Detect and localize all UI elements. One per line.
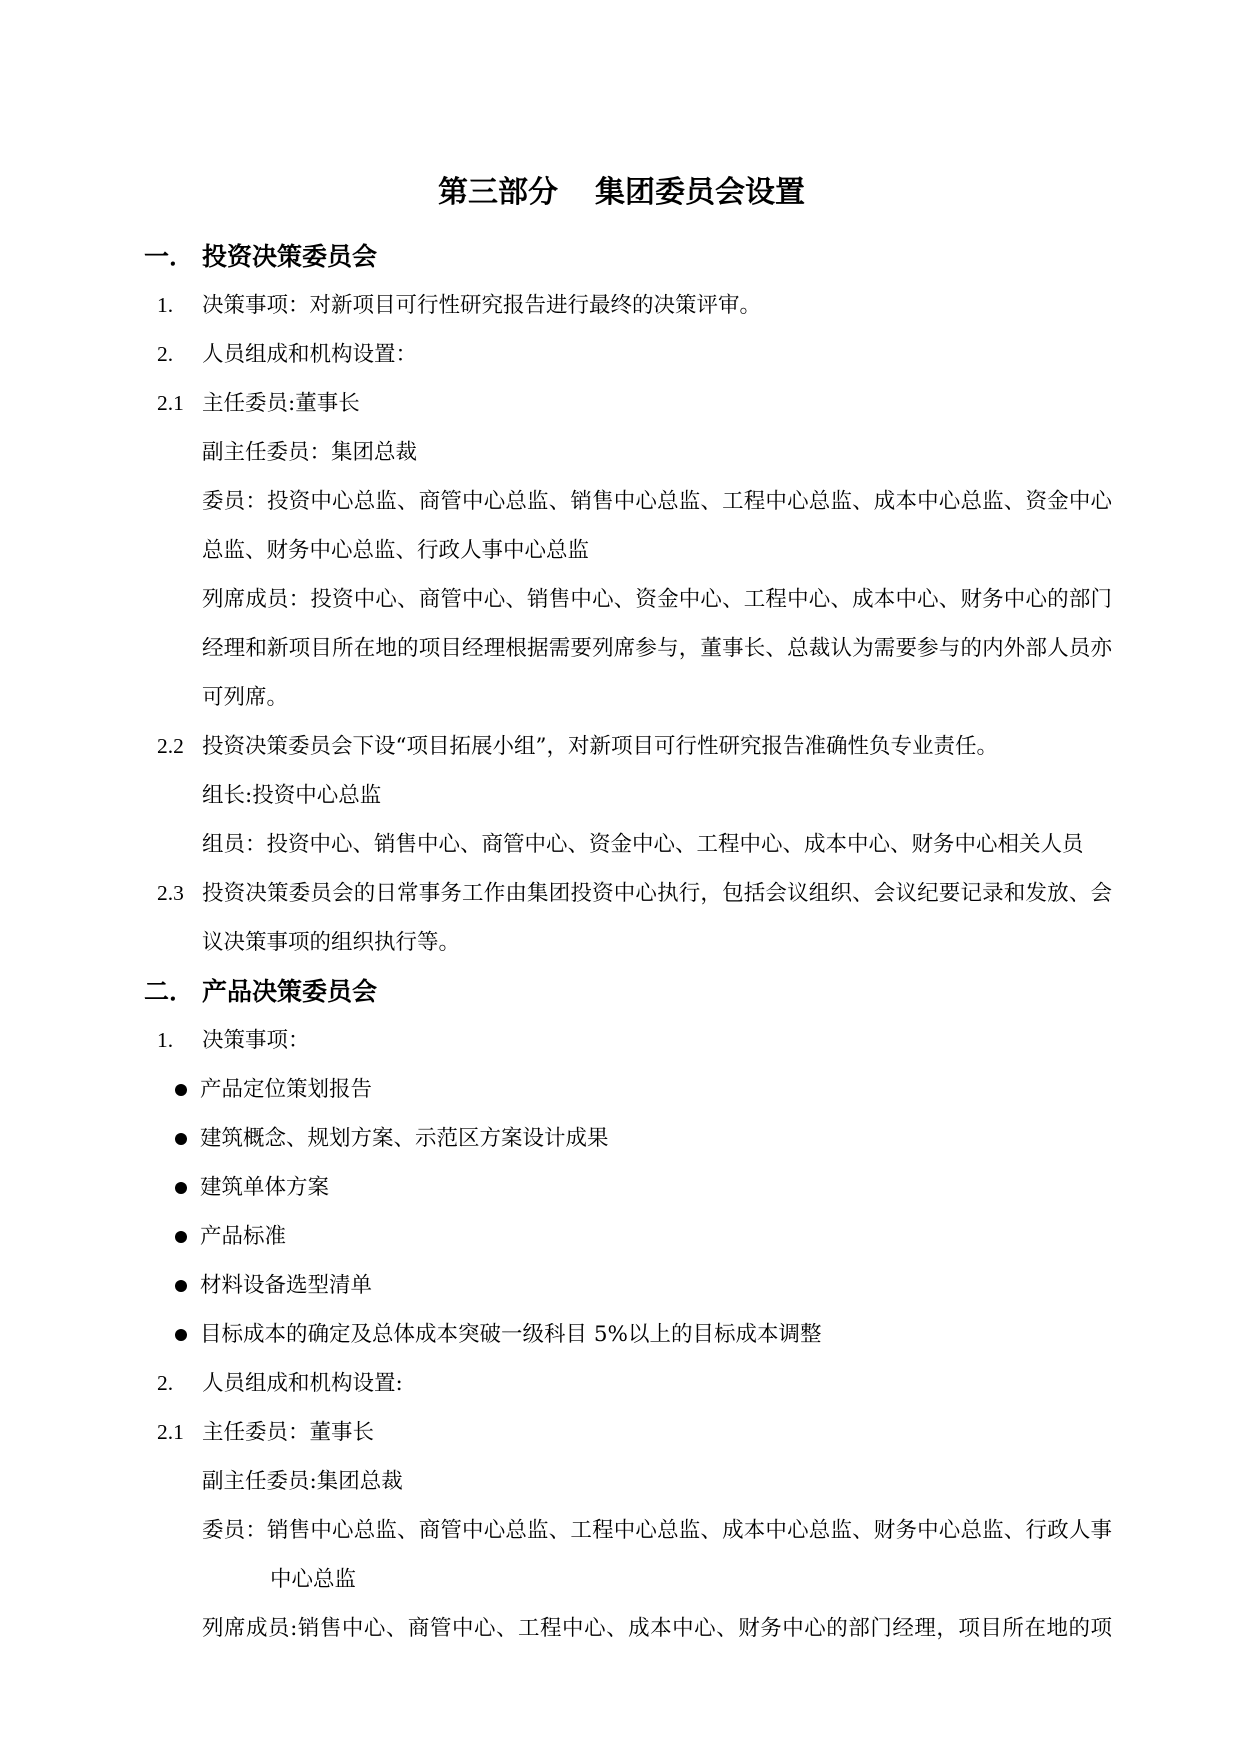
paragraph-line: 主任委员：董事长: [202, 1420, 375, 1445]
section-heading-row: [0, 232, 1241, 281]
bullet-item: [0, 1163, 1241, 1212]
numbered-item: [0, 379, 1241, 428]
item-number: 2.2: [157, 734, 184, 758]
bullet-text: 材料设备选型清单: [200, 1273, 373, 1298]
numbered-item: [0, 722, 1241, 771]
page-title: [438, 172, 805, 214]
paragraph-line: 副主任委员：集团总裁: [202, 440, 418, 465]
paragraph-row: [0, 1457, 1241, 1506]
item-number: 1.: [157, 1028, 174, 1052]
paragraph-row: [0, 624, 1241, 673]
paragraph-line: 列席成员：投资中心、商管中心、销售中心、资金中心、工程中心、成本中心、财务中心的部门: [202, 587, 1112, 612]
paragraph-line: 可列席。: [202, 685, 289, 710]
paragraph-row: [0, 1506, 1241, 1555]
bullet-icon: [175, 1084, 187, 1096]
paragraph-line: 组员：投资中心、销售中心、商管中心、资金中心、工程中心、成本中心、财务中心相关人员: [202, 832, 1084, 857]
bullet-icon: [175, 1182, 187, 1194]
numbered-item: [0, 1408, 1241, 1457]
paragraph-line: 人员组成和机构设置：: [202, 342, 418, 367]
bullet-icon: [175, 1280, 187, 1292]
paragraph-row: [0, 771, 1241, 820]
paragraph-line: 投资决策委员会的日常事务工作由集团投资中心执行，包括会议组织、会议纪要记录和发放、会: [202, 881, 1112, 906]
paragraph-row: [0, 428, 1241, 477]
paragraph-line: 委员：投资中心总监、商管中心总监、销售中心总监、工程中心总监、成本中心总监、资金中心: [202, 489, 1112, 514]
bullet-icon: [175, 1133, 187, 1145]
paragraph-line: 人员组成和机构设置:: [202, 1371, 403, 1396]
bullet-item: [0, 1310, 1241, 1359]
paragraph-line: 组长:投资中心总监: [202, 783, 382, 808]
section-heading: 投资决策委员会: [202, 242, 378, 271]
title-name: 集团委员会设置: [595, 175, 805, 210]
numbered-item: [0, 281, 1241, 330]
paragraph-row: [0, 575, 1241, 624]
item-number: 2.1: [157, 391, 184, 415]
item-number: 2.3: [157, 881, 184, 905]
section-number: 二．: [144, 977, 195, 1006]
item-number: 2.: [157, 342, 174, 366]
paragraph-line: 总监、财务中心总监、行政人事中心总监: [202, 538, 590, 563]
item-number: 2.1: [157, 1420, 184, 1444]
paragraph-row: [0, 918, 1241, 967]
paragraph-line: 投资决策委员会下设“项目拓展小组”，对新项目可行性研究报告准确性负专业责任。: [202, 734, 998, 759]
paragraph-row: [0, 1555, 1241, 1604]
numbered-item: [0, 330, 1241, 379]
paragraph-line: 主任委员:董事长: [202, 391, 360, 416]
paragraph-row: [0, 526, 1241, 575]
item-number: 2.: [157, 1371, 174, 1395]
paragraph-row: [0, 477, 1241, 526]
paragraph-row: [0, 820, 1241, 869]
bullet-item: [0, 1261, 1241, 1310]
bullet-text: 建筑概念、规划方案、示范区方案设计成果: [200, 1126, 609, 1151]
paragraph-line: 中心总监: [270, 1567, 357, 1592]
section-heading-row: [0, 967, 1241, 1016]
paragraph-line: 委员：销售中心总监、商管中心总监、工程中心总监、成本中心总监、财务中心总监、行政人事: [202, 1518, 1112, 1543]
paragraph-line: 决策事项：: [202, 1028, 310, 1053]
title-part: 第三部分: [438, 175, 558, 210]
bullet-icon: [175, 1329, 187, 1341]
bullet-item: [0, 1065, 1241, 1114]
document-body: [0, 232, 1241, 1653]
numbered-item: [0, 1359, 1241, 1408]
paragraph-line: 议决策事项的组织执行等。: [202, 930, 461, 955]
numbered-item: [0, 869, 1241, 918]
paragraph-line: 经理和新项目所在地的项目经理根据需要列席参与，董事长、总裁认为需要参与的内外部人员亦: [202, 636, 1112, 661]
paragraph-line: 副主任委员:集团总裁: [202, 1469, 403, 1494]
bullet-item: [0, 1114, 1241, 1163]
bullet-text: 目标成本的确定及总体成本突破一级科目 5%以上的目标成本调整: [200, 1322, 822, 1347]
paragraph-line: 决策事项：对新项目可行性研究报告进行最终的决策评审。: [202, 293, 762, 318]
bullet-item: [0, 1212, 1241, 1261]
bullet-text: 产品标准: [200, 1224, 287, 1249]
paragraph-row: [0, 1604, 1241, 1653]
bullet-icon: [175, 1231, 187, 1243]
bullet-text: 产品定位策划报告: [200, 1077, 373, 1102]
paragraph-row: [0, 673, 1241, 722]
numbered-item: [0, 1016, 1241, 1065]
bullet-text: 建筑单体方案: [200, 1175, 330, 1200]
section-number: 一．: [144, 242, 195, 271]
section-heading: 产品决策委员会: [202, 977, 378, 1006]
paragraph-line: 列席成员:销售中心、商管中心、工程中心、成本中心、财务中心的部门经理，项目所在地的项: [202, 1616, 1112, 1641]
item-number: 1.: [157, 293, 174, 317]
